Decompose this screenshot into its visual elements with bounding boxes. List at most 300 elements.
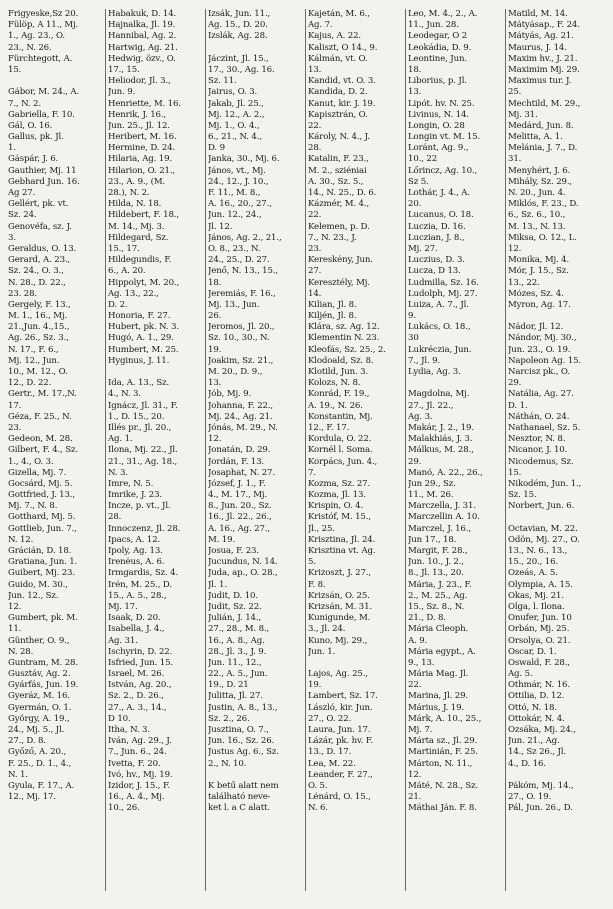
- index-entry-line: Honoria, F. 27.: [108, 311, 171, 322]
- index-entry-line: Ilona, Mj. 22., Jl.: [108, 445, 178, 456]
- index-entry-line: Sz. 11.: [208, 76, 237, 87]
- index-entry-line: Justin, A. 8., 13.,: [208, 702, 278, 713]
- index-entry-line: Kaliszt, O 14., 9.: [308, 42, 378, 53]
- index-entry-line: Krisztina vt. Ag.: [308, 546, 376, 556]
- index-entry-line: 15.: [8, 64, 22, 75]
- index-column: [405, 9, 505, 891]
- index-entry-line: 4., N. 3.: [108, 389, 141, 400]
- index-entry-line: Maurus, J. 14.: [508, 42, 567, 53]
- index-entry-line: Mór, J. 15., Sz.: [508, 266, 569, 277]
- index-entry-line: 22.: [308, 120, 322, 131]
- index-entry-line: 11., M. 26.: [408, 490, 454, 501]
- index-entry-line: 7., Jun. 6., 24.: [108, 747, 167, 758]
- index-entry-line: Gabriella, F. 10.: [8, 109, 75, 120]
- index-entry-line: [508, 512, 604, 523]
- index-entry-line: Géza, F. 25., N.: [8, 411, 72, 422]
- index-entry-line: Mj. 12., A. 2.,: [208, 109, 265, 120]
- index-entry-line: Mj. 31.: [508, 109, 538, 120]
- index-entry-line: O. 5.: [308, 780, 328, 791]
- index-entry-line: M. 13., N. 13.: [508, 221, 566, 232]
- index-entry-line: M. 14., Mj. 3.: [108, 221, 165, 232]
- index-entry-line: A. 16., Ag. 27.,: [208, 523, 270, 534]
- index-entry-line: Oswald, F. 28.,: [508, 657, 570, 668]
- index-entry-line: 23., A. 9., (M.: [108, 176, 166, 187]
- index-entry-line: Mj. 12., Jun.: [8, 355, 60, 366]
- index-entry-line: Márius, J. 19.: [408, 702, 464, 713]
- index-entry-line: Kandida, D. 2.: [308, 87, 368, 98]
- index-entry-line: Ivetta, F. 20.: [108, 758, 161, 769]
- index-entry-line: 21.: [408, 792, 422, 803]
- index-entry-line: Sz. 2., D. 26.,: [108, 691, 164, 702]
- index-entry-line: 10., M. 12., O.: [8, 367, 68, 377]
- index-entry-line: Loránt, Ag. 9.,: [408, 143, 469, 154]
- index-entry-line: Mj. 1., O. 4.,: [208, 120, 260, 131]
- index-entry-line: Kajus, A. 22.: [308, 31, 362, 42]
- index-entry-line: Kiljén, Jl. 8.: [308, 311, 357, 322]
- index-entry-line: 7., Jl. 9.: [408, 355, 441, 366]
- index-entry-line: Ag. 26., Sz. 3.,: [8, 333, 69, 344]
- index-entry-line: Leontine, Jun.: [408, 53, 467, 64]
- index-entry-line: Gumbert, pk. M.: [8, 613, 78, 624]
- index-entry-line: Orsolya, O. 21.: [508, 635, 571, 646]
- index-column: [105, 9, 205, 891]
- index-entry-line: Leokádia, D. 9.: [408, 42, 472, 53]
- index-entry-line: Narcisz pk., O.: [508, 367, 570, 377]
- index-entry-line: Hannibal, Ag. 2.: [108, 31, 177, 42]
- index-column: [8, 9, 105, 891]
- index-entry-line: Irmgardis, Sz. 4.: [108, 568, 179, 579]
- index-entry-line: Lydia, Ag. 3.: [408, 367, 461, 377]
- index-entry-line: Máté, N. 28., Sz.: [408, 780, 479, 791]
- index-entry-line: Joakim, Sz. 21.,: [208, 355, 274, 366]
- index-entry-line: László, kir. Jun.: [308, 702, 373, 713]
- index-entry-line: Kornél l. Soma.: [308, 445, 373, 456]
- index-entry-line: Octavian, M. 22.: [508, 523, 578, 534]
- index-entry-line: Hermine, D. 24.: [108, 143, 176, 154]
- index-entry-line: János, Ag. 2., 21.,: [208, 232, 282, 243]
- index-entry-line: Luczian, J. 8.,: [408, 232, 465, 243]
- index-entry-line: Ödön, Mj. 27., O.: [508, 534, 580, 545]
- index-entry-line: Jun. 11., 12.,: [208, 657, 262, 668]
- index-entry-line: Mj. 7.: [408, 725, 433, 735]
- index-entry-line: Márta sz., Jl. 29.: [408, 736, 478, 747]
- index-entry-line: Jl. 12.: [208, 221, 233, 232]
- index-entry-line: 6., A. 20.: [108, 266, 146, 277]
- index-entry-line: Hildegard, Sz.: [108, 232, 169, 243]
- index-entry-line: Ludmilla, Sz. 16.: [408, 277, 479, 288]
- index-entry-line: Makár, J. 2., 19.: [408, 422, 474, 433]
- index-entry-line: 19.: [208, 344, 222, 355]
- index-entry-line: Othmár, N. 16.: [508, 680, 570, 691]
- index-entry-line: Frigyeske,Sz 20.: [8, 9, 79, 19]
- index-entry-line: 23.: [8, 422, 22, 433]
- index-entry-line: Kozma, Jl. 13.: [308, 490, 366, 501]
- index-entry-line: Jónás, M. 29., N.: [208, 422, 278, 433]
- index-entry-line: Maximim Mj. 29.: [508, 64, 580, 75]
- index-entry-line: Maxim hv., J. 21.: [508, 53, 578, 64]
- index-entry-line: N. 28., D. 22.,: [8, 277, 66, 288]
- index-entry-line: Julitta, Jl. 27.: [208, 691, 263, 702]
- index-entry-line: György, A. 19.,: [8, 713, 70, 724]
- index-entry-line: Hedwig, özv., O.: [108, 53, 176, 64]
- index-entry-line: 13.: [208, 378, 222, 389]
- index-entry-line: 15., A. 5., 28.,: [108, 590, 167, 601]
- index-entry-line: Marina, Jl. 29.: [408, 691, 468, 702]
- index-entry-line: [208, 770, 304, 781]
- index-entry-line: Sz. 2., 26.: [208, 713, 250, 724]
- index-entry-line: Okas, Mj. 21.: [508, 590, 564, 601]
- index-entry-line: Gebhard Jun. 16.: [8, 176, 80, 187]
- index-entry-line: Laura, Jun. 17.: [308, 725, 371, 735]
- index-entry-line: Márk, A. 10., 25.,: [408, 713, 482, 724]
- index-entry-line: Ottó, N. 18.: [508, 702, 557, 713]
- index-entry-line: Myron, Ag. 17.: [508, 299, 571, 310]
- index-entry-line: 9.: [408, 311, 416, 322]
- index-entry-line: 13., N. 6., 13.,: [508, 546, 568, 556]
- index-entry-line: Illés pr., Jl. 20.,: [108, 422, 172, 433]
- index-entry-line: Klára, sz. Ag. 12.: [308, 322, 380, 333]
- index-entry-line: Klodoald, Sz. 8.: [308, 355, 374, 366]
- index-entry-line: 15., 17.: [108, 243, 140, 254]
- index-entry-line: 30: [408, 333, 419, 344]
- index-entry-line: 14., Sz 26., Jl.: [508, 747, 566, 758]
- index-entry-line: 27., 28., M. 8.,: [208, 624, 270, 635]
- index-entry-line: K betű alatt nem: [208, 780, 279, 791]
- index-entry-line: 15., 20., 16.: [508, 557, 558, 568]
- index-entry-line: István, Ag. 20.,: [108, 680, 172, 691]
- index-entry-line: 4., D. 16.: [508, 758, 546, 769]
- index-entry-line: Konrád, F. 19.,: [308, 389, 370, 400]
- index-entry-line: N. 1.: [8, 769, 28, 780]
- index-entry-line: Kereskény, Jun.: [308, 255, 373, 266]
- index-entry-line: 6., 21., N. 4.,: [208, 132, 262, 143]
- index-entry-line: Henrik, J. 16.,: [108, 109, 167, 120]
- index-entry-line: Nicanor, J. 10.: [508, 445, 568, 456]
- index-entry-line: János, vt., Mj.: [208, 165, 266, 176]
- index-entry-line: 27., O. 19.: [508, 792, 552, 803]
- index-entry-line: 23. 28.: [8, 288, 38, 299]
- index-entry-line: Hildebert, F. 18.,: [108, 210, 179, 221]
- index-entry-line: Gertr., M. 17.,N.: [8, 389, 77, 400]
- index-entry-line: 2., M. 25., Ag.: [408, 590, 468, 601]
- index-entry-line: Kuno, Mj. 29.,: [308, 635, 368, 646]
- index-entry-line: Jonatán, D. 29.: [208, 445, 271, 456]
- index-entry-line: Sz. 24., O. 3.,: [8, 266, 64, 277]
- index-entry-line: 12.: [408, 769, 422, 780]
- index-entry-line: Mária, J. 23., F.: [408, 579, 472, 590]
- index-entry-line: 12.: [8, 601, 22, 612]
- index-entry-line: 8., Jun. 20., Sz.: [208, 501, 272, 512]
- index-entry-line: 20.: [408, 199, 422, 210]
- index-entry-line: 5.: [308, 557, 316, 568]
- index-entry-line: Mj. 7., N. 8.: [8, 501, 58, 512]
- index-entry-line: Habakuk, D. 14.: [108, 9, 177, 19]
- index-entry-line: Krisztina, Jl. 24.: [308, 534, 376, 545]
- index-entry-line: 22., A. 5., Jun.: [208, 669, 268, 680]
- index-entry-line: Ipoly, Ag. 13.: [108, 546, 163, 556]
- index-entry-line: 27., D. 8.: [8, 736, 46, 747]
- index-entry-line: 7., N. 2.: [8, 98, 41, 109]
- index-entry-line: Kajetán, M. 6.,: [308, 9, 370, 19]
- index-entry-line: Leo, M. 4., 2., A.: [408, 9, 478, 19]
- index-entry-line: Medárd, Jun. 8.: [508, 120, 574, 131]
- index-entry-line: Jun. 25., Jl. 12.: [108, 120, 170, 131]
- index-entry-line: Menyhért, J. 6.: [508, 165, 571, 176]
- index-entry-line: N. 20., Jun. 4.: [508, 188, 566, 198]
- index-entry-line: Mária egypt., A.: [408, 646, 476, 657]
- index-entry-line: Sz. 15.: [508, 490, 537, 501]
- index-entry-line: Jeromos, Jl. 20.,: [208, 322, 275, 333]
- index-entry-line: Máthai Ján. F. 8.: [408, 803, 477, 814]
- index-entry-line: Lothár, J. 4., A.: [408, 188, 470, 198]
- index-entry-line: Jun. 21., Ag.: [508, 736, 560, 747]
- index-entry-line: Kordula, O. 22.: [308, 434, 372, 445]
- index-entry-line: Ag. 13., 22.,: [108, 288, 159, 299]
- index-entry-line: 24., 12., J. 10.,: [208, 176, 269, 187]
- index-entry-line: Mechtild, M. 29.,: [508, 98, 581, 109]
- index-entry-line: található neve-: [208, 792, 271, 803]
- index-entry-line: 17.: [8, 400, 22, 411]
- index-entry-line: D. 1.: [508, 400, 528, 411]
- index-entry-line: Napoleon Ag. 15.: [508, 355, 582, 366]
- index-entry-line: 12.: [208, 434, 222, 445]
- index-entry-line: Hubert, pk. N. 3.: [108, 322, 179, 333]
- index-entry-line: Jun. 10., J. 2.,: [408, 557, 464, 568]
- index-entry-line: Kolozs, N. 8.: [308, 378, 361, 389]
- index-entry-line: Hartwig, Ag. 21.: [108, 42, 178, 53]
- index-entry-line: Lucanus, O. 18.: [408, 210, 474, 221]
- index-entry-line: N. 17., F. 6.,: [8, 344, 59, 355]
- index-entry-line: Győző, A. 20.,: [8, 747, 67, 758]
- index-entry-line: Hilda, N. 18.: [108, 199, 162, 210]
- index-entry-line: Luiza, A. 7., Jl.: [408, 299, 469, 310]
- index-entry-line: Lőrincz, Ag. 10.,: [408, 165, 478, 176]
- index-entry-line: Ag 27.: [8, 188, 36, 198]
- index-entry-line: Ottokár, N. 4.: [508, 713, 565, 724]
- index-entry-line: A. 19., N. 26.: [308, 400, 363, 411]
- index-entry-line: F. 25., D. 1., 4.,: [8, 758, 72, 769]
- index-entry-line: Gellért, pk. vt.: [8, 199, 69, 210]
- index-entry-line: Jun 17., 18.: [408, 534, 457, 545]
- index-entry-line: 21.,Jun. 4.,15.,: [8, 322, 70, 333]
- index-entry-line: Gergely, F. 13.,: [8, 299, 71, 310]
- index-entry-line: 29.: [408, 456, 422, 467]
- index-entry-line: 1., D. 15., 20.: [108, 411, 165, 422]
- index-entry-line: Melitta, A. 1.: [508, 132, 563, 143]
- index-entry-line: Gyermán, O. 1.: [8, 702, 72, 713]
- index-entry-line: 3., Jl. 24.: [308, 624, 346, 635]
- index-entry-line: 28.: [308, 143, 322, 154]
- index-entry-line: 10., 26.: [108, 803, 140, 814]
- index-entry-line: 27., O. 22.: [308, 713, 352, 724]
- index-entry-line: Gyeráz, M. 16.: [8, 691, 70, 702]
- index-entry-line: Jun. 1.: [308, 646, 336, 657]
- index-entry-line: Kázmér, M. 4.,: [308, 199, 370, 210]
- index-entry-line: Israel, M. 26.: [108, 669, 165, 680]
- index-entry-line: 15.: [508, 467, 522, 478]
- index-entry-line: Marczel, J. 16.,: [408, 523, 471, 534]
- index-entry-line: Geraldus, O. 13.: [8, 243, 77, 254]
- index-entry-line: Hilaria, Ag. 19.: [108, 154, 172, 165]
- index-entry-line: Sz. 10., 30., N.: [208, 333, 270, 344]
- index-entry-line: D. 2.: [108, 299, 128, 310]
- index-entry-line: Hilarion, O. 21.,: [108, 165, 175, 176]
- index-entry-line: Martinián, F. 25.: [408, 747, 478, 758]
- index-entry-line: Fürchtegott, A.: [8, 53, 73, 64]
- index-entry-line: 7., N. 23., J.: [308, 232, 357, 243]
- index-entry-line: 13.: [408, 87, 422, 98]
- index-entry-line: Izidor, J. 15., F.: [108, 780, 170, 791]
- index-entry-line: Gyula, F. 17., A.: [8, 780, 75, 791]
- index-entry-line: Livinus, N. 14.: [408, 109, 469, 120]
- index-entry-line: 16., Jl. 22., 26.,: [208, 512, 272, 523]
- index-entry-line: 15., Sz. 8., N.: [408, 601, 465, 612]
- index-entry-line: 12., F. 17.: [308, 422, 350, 433]
- index-entry-line: Lea, M. 22.: [308, 758, 356, 769]
- index-entry-line: Janka, 30., Mj. 6.: [208, 154, 280, 165]
- index-entry-line: Korpács, Jun. 4.,: [308, 456, 378, 467]
- index-entry-line: Marczella, J. 31.: [408, 501, 476, 512]
- index-entry-line: Jób, Mj. 9.: [208, 389, 252, 400]
- index-entry-line: Longin vt. M. 15.: [408, 132, 481, 143]
- index-entry-line: Gratiana, Jun. 1.: [8, 557, 78, 568]
- index-entry-line: 28.: [108, 512, 122, 523]
- index-entry-line: 10., 22: [408, 154, 438, 165]
- index-entry-line: 4., M. 17., Mj.: [208, 490, 268, 501]
- index-entry-line: Heribert, M. 16.: [108, 132, 177, 143]
- index-column: [505, 9, 605, 891]
- index-entry-line: Matild, M. 14.: [508, 9, 568, 19]
- index-entry-line: Gilbert, F. 4., Sz.: [8, 445, 79, 456]
- index-entry-line: 7.: [308, 467, 316, 478]
- index-entry-line: Mátyás, Ag. 21.: [508, 31, 574, 42]
- index-entry-line: N. 12.: [8, 534, 34, 545]
- index-entry-line: Gedeon, M. 28.: [8, 434, 73, 445]
- index-entry-line: Gizella, Mj. 7.: [8, 467, 67, 478]
- index-entry-line: Mj. 24., Ag. 21.: [208, 411, 273, 422]
- index-entry-line: 23.: [308, 243, 322, 254]
- index-entry-line: Hildegundis, F.: [108, 255, 172, 266]
- index-entry-line: Johanna, F. 22.,: [208, 400, 274, 411]
- index-entry-line: Guntram, M. 28.: [8, 657, 78, 668]
- index-entry-line: Ag. 1.: [108, 434, 133, 445]
- index-entry-line: Fülöp, A 11., Mj.: [8, 20, 79, 31]
- index-entry-line: N. 28.: [8, 646, 34, 657]
- index-entry-line: Günther, O. 9.,: [8, 635, 70, 646]
- index-entry-line: [508, 311, 604, 322]
- index-entry-line: Keresztély, Mj.: [308, 277, 370, 288]
- index-entry-line: Gocsárd, Mj. 5.: [8, 478, 73, 489]
- index-entry-line: Málkus, M. 28.,: [408, 445, 474, 456]
- index-entry-line: Orbán, Mj. 25.: [508, 624, 570, 635]
- index-entry-line: Oscar, D. 1.: [508, 646, 557, 657]
- index-entry-line: Mj. 17.: [108, 601, 138, 612]
- index-entry-line: Sz. 24.: [8, 210, 37, 221]
- index-entry-line: Ag. 3.: [408, 411, 433, 422]
- index-entry-line: 3.: [8, 232, 16, 243]
- index-entry-line: Mária Cleoph.: [408, 624, 469, 635]
- index-entry-line: Jairus, O. 3.: [208, 87, 258, 98]
- index-entry-line: Ag. 5.: [508, 669, 533, 680]
- index-entry-line: Gottlieb, Jun. 7.,: [8, 523, 77, 534]
- index-entry-line: Manó, A. 22., 26.,: [408, 467, 483, 478]
- index-entry-line: Ozeás, A. 5.: [508, 568, 558, 579]
- index-entry-line: Julián, J. 14.,: [208, 613, 261, 624]
- index-entry-line: Isaak, D. 20.: [108, 613, 161, 624]
- index-entry-line: Judit, Sz. 22.: [208, 601, 262, 612]
- index-entry-line: Onufer, Jun. 10: [508, 613, 572, 624]
- index-entry-line: 29.: [508, 378, 522, 389]
- index-entry-line: Lukréczia, Jun.: [408, 344, 472, 355]
- index-entry-line: Jl. 1.: [208, 579, 227, 590]
- index-entry-line: Magdolna, Mj.: [408, 389, 470, 400]
- index-entry-line: 28.), N. 2.: [108, 188, 150, 198]
- index-entry-line: Kandid, vt. O. 3.: [308, 76, 376, 87]
- index-entry-line: Ischyrin, D. 22.: [108, 646, 173, 657]
- index-entry-line: Izslák, Ag. 28.: [208, 31, 268, 42]
- index-entry-line: F. 11., M. 8.,: [208, 188, 261, 198]
- index-entry-line: Olympia, A. 15.: [508, 579, 573, 590]
- index-entry-line: Iván, Ag. 29., J.: [108, 736, 172, 747]
- index-entry-line: 1., Ag. 23., O.: [8, 31, 65, 42]
- index-entry-line: 11., Jun. 28.: [408, 20, 459, 31]
- index-entry-line: Luczius, D. 3.: [408, 255, 465, 266]
- index-entry-line: M. 1., 16., Mj.: [8, 311, 68, 322]
- index-entry-line: Katalin, F. 23.,: [308, 154, 369, 165]
- index-entry-line: Lipót. hv. N. 25.: [408, 98, 475, 109]
- index-entry-line: 18.: [208, 277, 222, 288]
- index-entry-line: M. 2., sziéniai: [308, 165, 367, 176]
- index-entry-line: Gerard, A. 23.,: [8, 255, 71, 266]
- index-entry-line: Pákóm, Mj. 14.,: [508, 780, 574, 791]
- index-entry-line: Gál, O. 16.: [8, 120, 53, 131]
- index-entry-line: Henriette, M. 16.: [108, 98, 181, 109]
- index-entry-line: Nesztor, N. 8.: [508, 434, 566, 445]
- index-entry-line: A. 30., Sz. 5.,: [308, 176, 364, 187]
- index-entry-line: Luczia, D. 16.: [408, 221, 466, 232]
- index-entry-line: Mj. 13., Jun.: [208, 299, 260, 310]
- index-entry-line: A. 9.: [408, 635, 428, 646]
- index-entry-line: Lázár, pk. hv. F.: [308, 736, 373, 747]
- index-entry-line: 27.: [308, 266, 322, 277]
- index-entry-line: Guido, M. 30.,: [8, 579, 68, 590]
- index-entry-line: 24., Mj. 5., Jl.: [8, 725, 65, 735]
- index-entry-line: Ludolph, Mj. 27.: [408, 288, 478, 299]
- index-entry-line: Isabella, J. 4.,: [108, 624, 165, 635]
- index-entry-line: 8., Jl. 13., 20.: [408, 568, 464, 579]
- index-entry-line: Nathanael, Sz. 5.: [508, 422, 581, 433]
- index-column: [305, 9, 405, 891]
- index-entry-line: 14.: [308, 288, 322, 299]
- index-entry-line: 19., D. 21: [208, 680, 249, 691]
- index-entry-line: [408, 378, 504, 389]
- index-entry-line: Gyárfás, Jun. 19.: [8, 680, 79, 691]
- index-entry-line: 25.: [508, 87, 522, 98]
- index-entry-line: Gottfried, J. 13.,: [8, 490, 75, 501]
- index-entry-line: 27., Jl. 22.,: [408, 400, 454, 411]
- index-entry-line: Klotild, Jun. 3.: [308, 367, 369, 377]
- index-entry-line: Judit, D. 10.: [208, 590, 258, 601]
- index-entry-line: 24., 25., D. 27.: [208, 255, 270, 266]
- index-entry-line: Jenő, N. 13., 15.,: [208, 266, 278, 277]
- index-column: [205, 9, 305, 891]
- index-entry-line: Konstantin, Mj.: [308, 411, 373, 422]
- index-entry-line: D 10.: [108, 713, 131, 724]
- index-entry-line: Nándor, Mj. 30.,: [508, 333, 577, 344]
- index-entry-line: Krispin, O. 4.: [308, 501, 364, 512]
- index-entry-line: N. 6.: [308, 803, 328, 814]
- index-entry-line: Irenėus, A. 6.: [108, 557, 165, 568]
